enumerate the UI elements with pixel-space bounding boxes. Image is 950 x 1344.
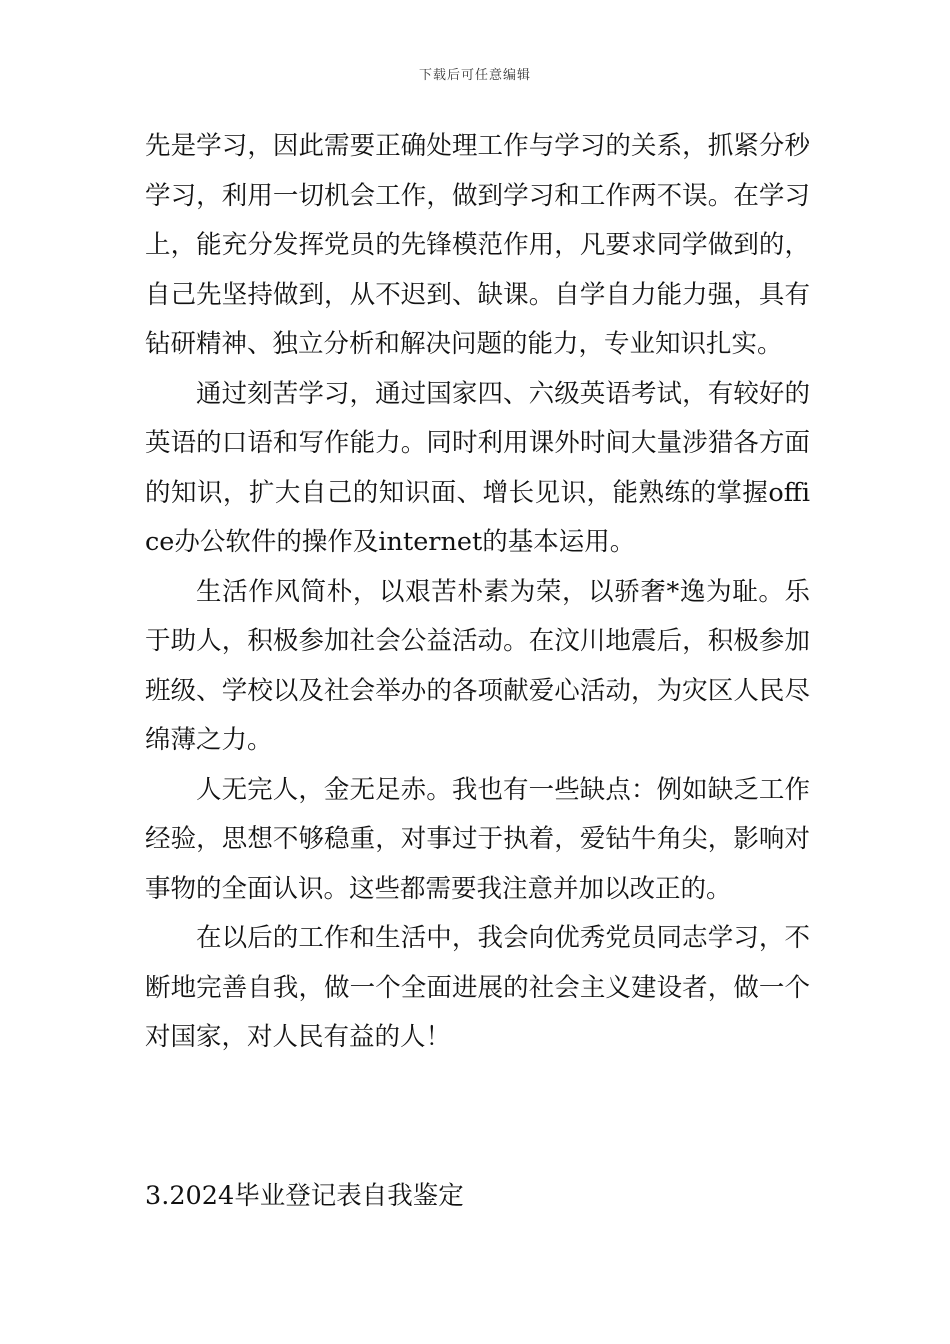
- section-title: 3.2024毕业登记表自我鉴定: [145, 1181, 464, 1211]
- page-header: 下载后可任意编辑: [418, 68, 531, 83]
- paragraph-study: 先是学习，因此需要正确处理工作与学习的关系，抓紧分秒学习，利用一切机会工作，做到学习和工作两不误。在学习上，能充分发挥党员的先锋模范作用，凡要求同学做到的，自己先坚持做到，从不迟到、缺课。自学自力能力强，具有钻研精神、独立分析和解决问题的能力，专业知识扎实。: [145, 131, 810, 359]
- paragraph-english-skills: 通过刻苦学习，通过国家四、六级英语考试，有较好的英语的口语和写作能力。同时利用课外时间大量涉猎各方面的知识，扩大自己的知识面、增长见识，能熟练的掌握office办公软件的操作及internet的基本运用。: [145, 378, 810, 557]
- paragraph-lifestyle: 生活作风简朴，以艰苦朴素为荣，以骄奢*逸为耻。乐于助人，积极参加社会公益活动。在汶川地震后，积极参加班级、学校以及社会举办的各项献爱心活动，为灾区人民尽绵薄之力。: [145, 576, 810, 755]
- paragraph-future: 在以后的工作和生活中，我会向优秀党员同志学习，不断地完善自我，做一个全面进展的社会主义建设者，做一个对国家，对人民有益的人！: [145, 923, 810, 1052]
- document-body: [145, 122, 810, 1063]
- paragraph-shortcomings: 人无完人，金无足赤。我也有一些缺点：例如缺乏工作经验，思想不够稳重，对事过于执着，爱钻牛角尖，影响对事物的全面认识。这些都需要我注意并加以改正的。: [145, 774, 810, 904]
